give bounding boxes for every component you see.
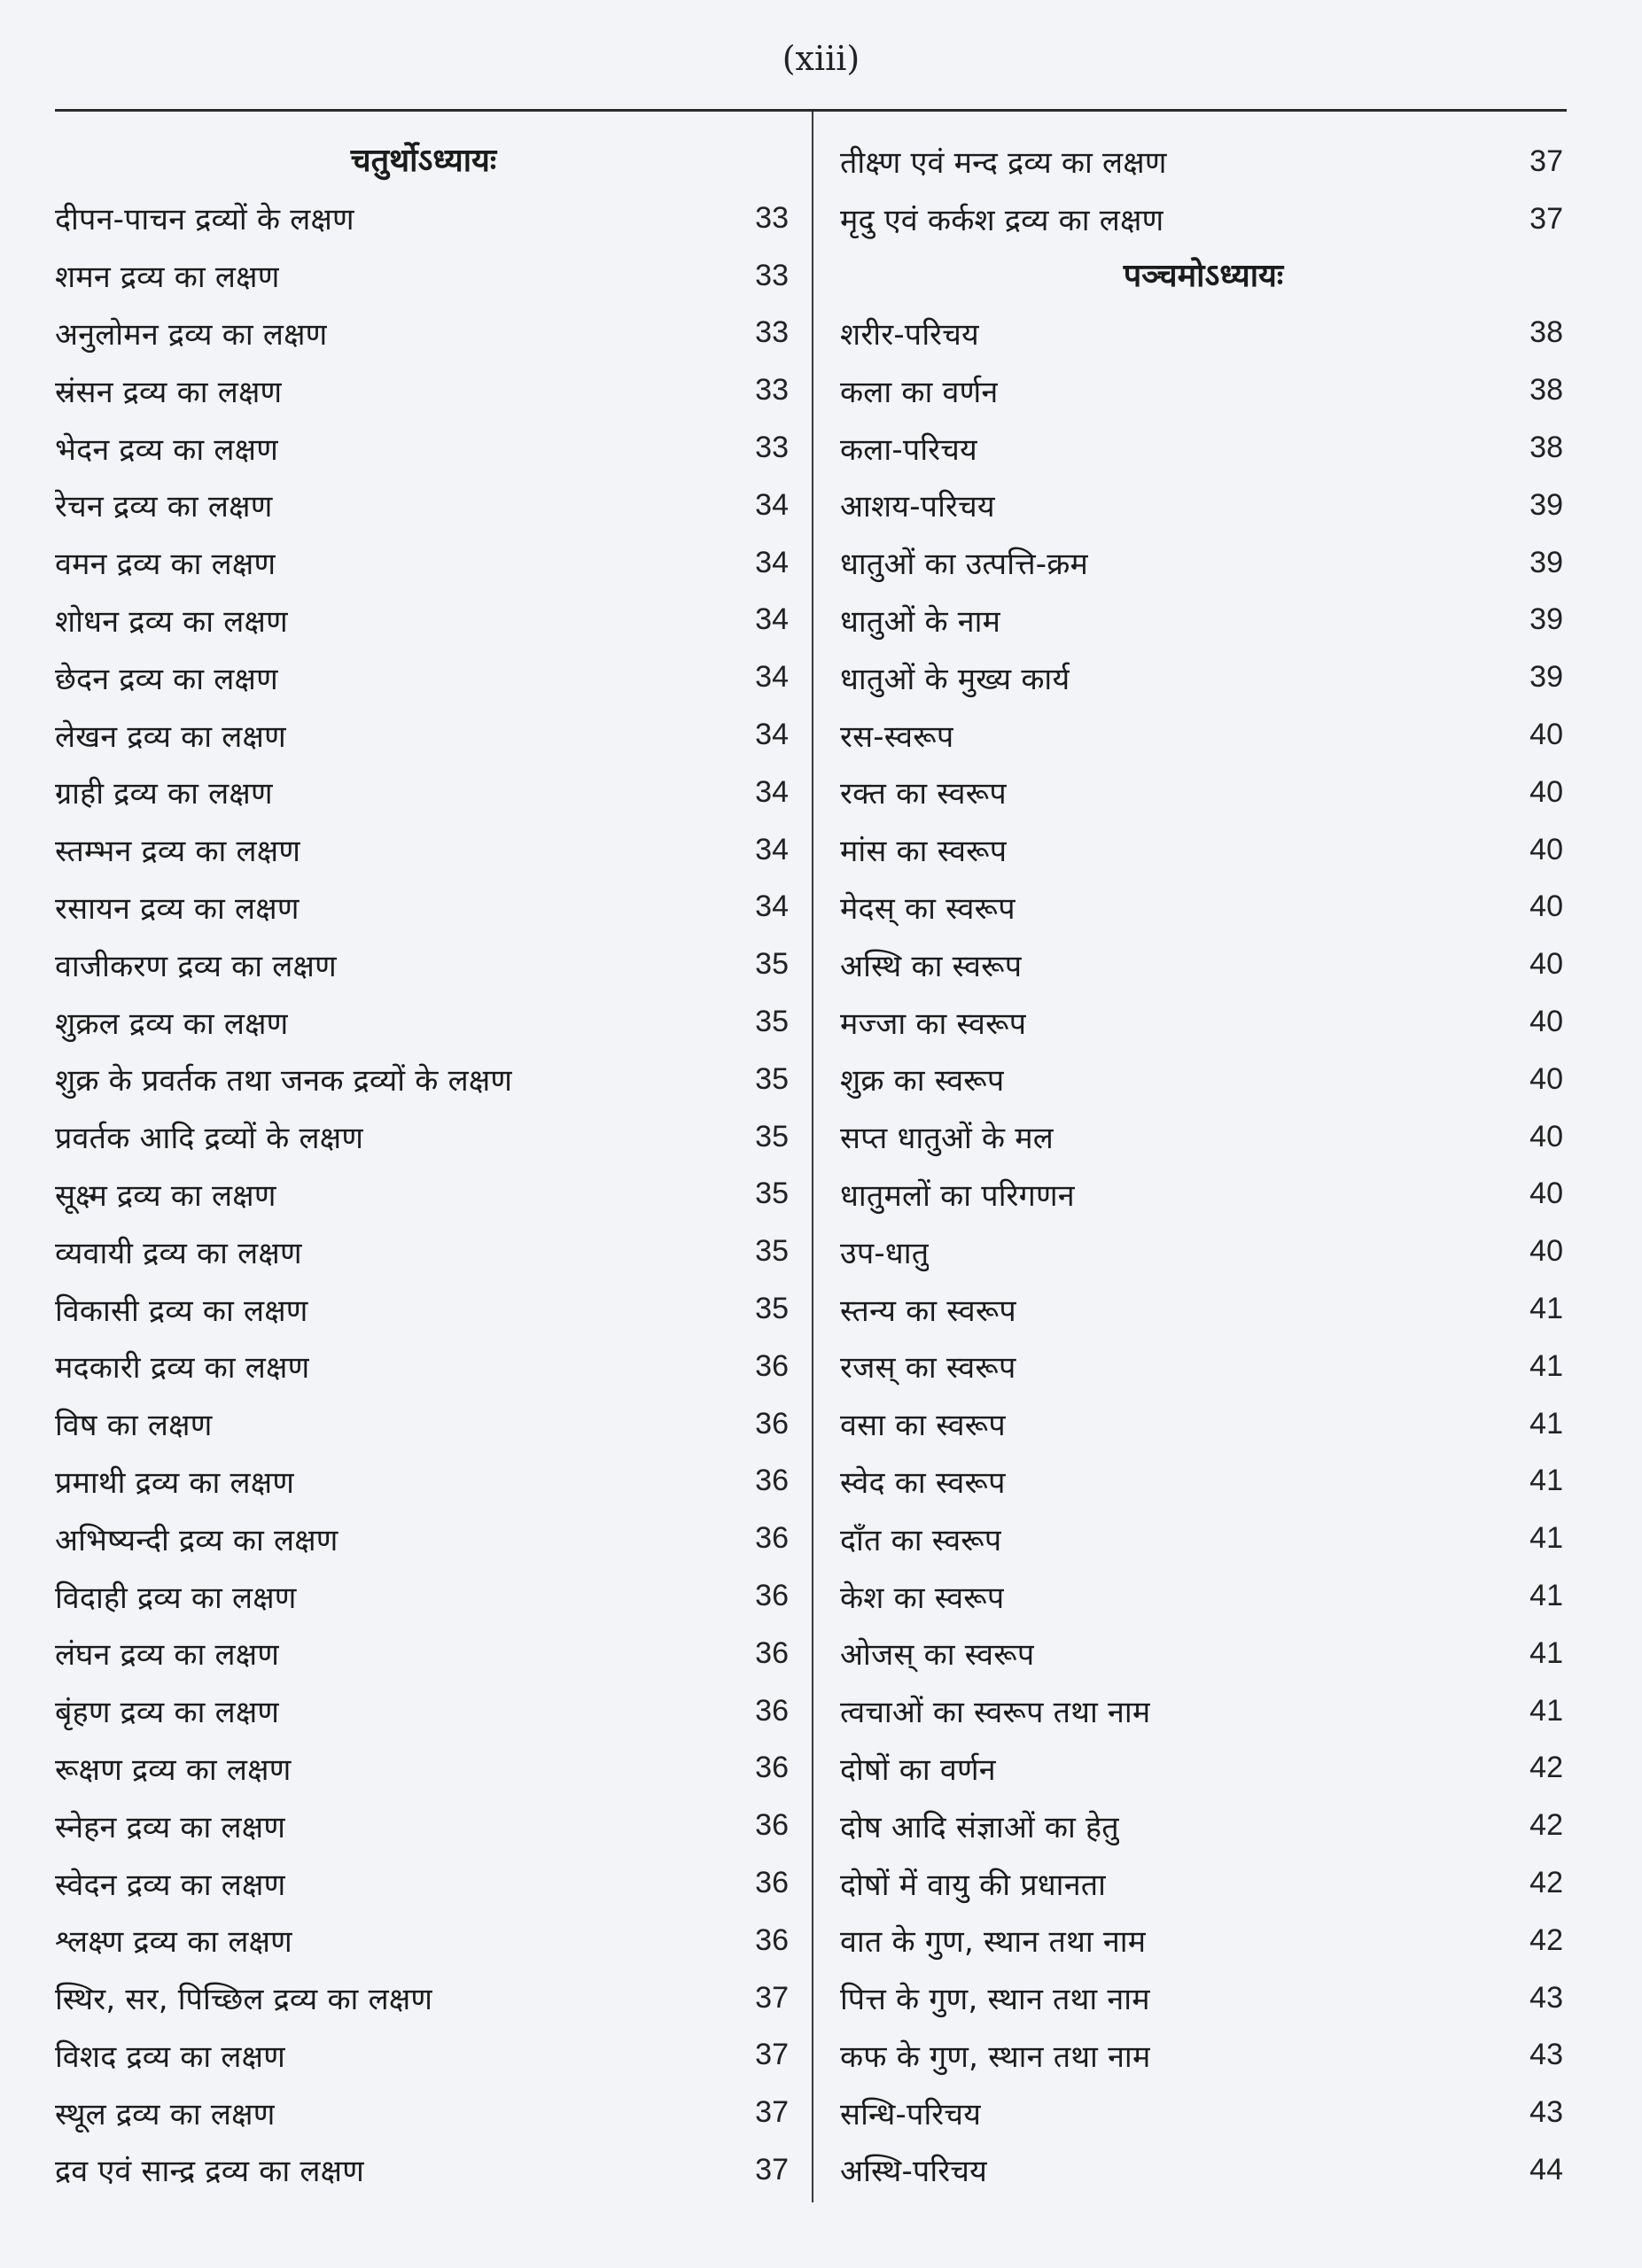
entry-title: रूक्षण द्रव्य का लक्षण [55, 1751, 292, 1788]
toc-entry [55, 1740, 792, 1798]
entry-title: कला-परिचय [840, 431, 977, 468]
entry-title: मदकारी द्रव्य का लक्षण [55, 1350, 310, 1386]
entry-title: शुक्रल द्रव्य का लक्षण [55, 1006, 289, 1042]
entry-title: रस-स्वरूप [840, 718, 954, 755]
entry-title: लेखन द्रव्य का लक्षण [55, 718, 286, 755]
entry-page-number: 34 [755, 660, 789, 695]
toc-list [840, 133, 1567, 248]
entry-page-number: 40 [1529, 947, 1563, 982]
toc-entry [55, 305, 792, 362]
toc-entry [55, 361, 792, 419]
entry-page-number: 35 [755, 1061, 789, 1096]
entry-title: रसायन द्रव्य का लक्षण [55, 890, 300, 927]
entry-title: धातुओं के नाम [840, 603, 1001, 640]
toc-entry [55, 936, 792, 993]
entry-page-number: 41 [1529, 1406, 1563, 1441]
entry-title: द्रव एवं सान्द्र द्रव्य का लक्षण [55, 2154, 364, 2190]
toc-entry [840, 2084, 1567, 2141]
entry-page-number: 41 [1529, 1348, 1563, 1383]
entry-page-number: 35 [755, 1005, 789, 1039]
entry-title: दाँत का स्वरूप [840, 1522, 1002, 1558]
entry-page-number: 36 [755, 1808, 789, 1843]
toc-entry [840, 305, 1567, 362]
entry-page-number: 40 [1529, 1177, 1563, 1211]
toc-entry [840, 1108, 1567, 1166]
entry-page-number: 36 [755, 1866, 789, 1899]
entry-page-number: 40 [1529, 718, 1563, 752]
entry-page-number: 37 [1529, 144, 1563, 178]
entry-title: शरीर-परिचय [840, 316, 979, 353]
toc-entry [840, 993, 1567, 1051]
entry-page-number: 40 [1529, 832, 1563, 866]
toc-entry [840, 592, 1567, 649]
toc-entry [55, 534, 792, 592]
entry-title: स्तन्य का स्वरूप [840, 1293, 1016, 1329]
entry-title: मृदु एवं कर्कश द्रव्य का लक्षण [840, 203, 1164, 239]
entry-page-number: 40 [1529, 1234, 1563, 1269]
toc-entry [55, 419, 792, 477]
toc-entry [840, 1051, 1567, 1108]
entry-page-number: 34 [755, 718, 789, 752]
toc-entry [55, 879, 792, 936]
entry-page-number: 39 [1529, 660, 1563, 695]
toc-entry [55, 1338, 792, 1395]
toc-list [55, 190, 792, 2199]
entry-page-number: 34 [755, 889, 789, 924]
entry-page-number: 37 [1529, 201, 1563, 236]
toc-entry [840, 879, 1567, 936]
entry-page-number: 36 [755, 1521, 789, 1556]
entry-page-number: 39 [1529, 602, 1563, 637]
entry-title: आशय-परिचय [840, 489, 995, 525]
toc-entry [840, 1912, 1567, 1969]
column-divider [812, 112, 813, 2202]
toc-entry [55, 1395, 792, 1453]
toc-entry [840, 1969, 1567, 2027]
entry-title: उप-धातु [840, 1235, 930, 1271]
entry-title: धातुमलों का परिगणन [840, 1177, 1075, 1214]
toc-entry [840, 649, 1567, 706]
entry-page-number: 36 [755, 1406, 789, 1441]
entry-page-number: 41 [1529, 1579, 1563, 1613]
entry-page-number: 33 [755, 315, 789, 350]
entry-page-number: 33 [755, 200, 789, 235]
entry-page-number: 39 [1529, 545, 1563, 579]
entry-page-number: 33 [755, 373, 789, 408]
entry-page-number: 35 [755, 1292, 789, 1326]
entry-page-number: 35 [755, 1177, 789, 1211]
toc-entry [840, 936, 1567, 993]
entry-page-number: 41 [1529, 1292, 1563, 1326]
entry-page-number: 37 [755, 1980, 789, 2015]
entry-title: प्रमाथी द्रव्य का लक्षण [55, 1464, 295, 1501]
entry-page-number: 37 [755, 2038, 789, 2072]
entry-page-number: 40 [1529, 1061, 1563, 1096]
entry-title: स्थिर, सर, पिच्छिल द्रव्य का लक्षण [55, 1982, 433, 2018]
toc-entry [55, 1682, 792, 1740]
entry-page-number: 42 [1529, 1866, 1563, 1899]
entry-title: कफ के गुण, स्थान तथा नाम [840, 2039, 1151, 2075]
toc-entry [840, 821, 1567, 879]
entry-page-number: 42 [1529, 1808, 1563, 1843]
entry-page-number: 35 [755, 947, 789, 982]
entry-page-number: 43 [1529, 1980, 1563, 2015]
toc-entry [840, 1854, 1567, 1912]
toc-entry [55, 649, 792, 706]
entry-page-number: 36 [755, 1751, 789, 1785]
toc-entry [55, 706, 792, 764]
toc-entry [55, 1280, 792, 1338]
entry-title: शुक्र के प्रवर्तक तथा जनक द्रव्यों के लक्षण [55, 1063, 513, 1099]
entry-title: स्वेद का स्वरूप [840, 1464, 1006, 1501]
entry-page-number: 40 [1529, 1005, 1563, 1039]
entry-title: स्तम्भन द्रव्य का लक्षण [55, 834, 301, 870]
entry-title: विष का लक्षण [55, 1408, 213, 1444]
entry-page-number: 43 [1529, 2095, 1563, 2130]
toc-entry [840, 2027, 1567, 2085]
toc-entry [55, 993, 792, 1051]
entry-title: अनुलोमन द्रव्य का लक्षण [55, 316, 328, 353]
toc-entry [840, 1797, 1567, 1854]
entry-title: दोषों का वर्णन [840, 1751, 996, 1788]
top-rule [55, 109, 1567, 112]
entry-page-number: 40 [1529, 1119, 1563, 1153]
entry-title: दीपन-पाचन द्रव्यों के लक्षण [55, 202, 354, 238]
entry-title: विदाही द्रव्य का लक्षण [55, 1580, 297, 1616]
chapter-heading: चतुर्थोऽध्यायः [350, 143, 497, 179]
toc-entry [55, 1166, 792, 1223]
entry-page-number: 38 [1529, 373, 1563, 408]
entry-title: सूक्ष्म द्रव्य का लक्षण [55, 1177, 276, 1214]
toc-entry [55, 1453, 792, 1511]
toc-list [840, 305, 1567, 2199]
entry-title: वसा का स्वरूप [840, 1408, 1006, 1444]
entry-title: शमन द्रव्य का लक्षण [55, 260, 280, 296]
entry-page-number: 36 [755, 1922, 789, 1957]
toc-entry [840, 1682, 1567, 1740]
entry-title: अस्थि का स्वरूप [840, 948, 1023, 984]
toc-entry [55, 1854, 792, 1912]
toc-entry [55, 1625, 792, 1682]
entry-title: केश का स्वरूप [840, 1580, 1005, 1616]
entry-title: मज्जा का स्वरूप [840, 1006, 1027, 1042]
toc-entry [840, 2141, 1567, 2199]
entry-page-number: 41 [1529, 1464, 1563, 1498]
toc-entry [840, 190, 1567, 248]
entry-page-number: 38 [1529, 431, 1563, 465]
toc-entry [55, 1912, 792, 1969]
entry-page-number: 41 [1529, 1693, 1563, 1728]
toc-entry [840, 1166, 1567, 1223]
toc-entry [55, 1969, 792, 2027]
entry-title: सप्त धातुओं के मल [840, 1121, 1054, 1157]
toc-entry [55, 190, 792, 247]
entry-title: मेदस् का स्वरूप [840, 890, 1016, 927]
toc-entry [55, 821, 792, 879]
entry-title: रेचन द्रव्य का लक्षण [55, 489, 273, 525]
entry-title: विशद द्रव्य का लक्षण [55, 2039, 286, 2075]
entry-page-number: 40 [1529, 889, 1563, 924]
entry-page-number: 36 [755, 1348, 789, 1383]
entry-page-number: 34 [755, 832, 789, 866]
entry-title: दोष आदि संज्ञाओं का हेतु [840, 1809, 1119, 1845]
entry-page-number: 40 [1529, 774, 1563, 809]
toc-entry [840, 1740, 1567, 1798]
entry-title: स्रंसन द्रव्य का लक्षण [55, 374, 283, 410]
left-column [55, 133, 792, 2199]
toc-entry [840, 1453, 1567, 1511]
toc-entry [55, 2141, 792, 2199]
entry-title: स्थूल द्रव्य का लक्षण [55, 2096, 276, 2132]
entry-page-number: 33 [755, 258, 789, 292]
entry-page-number: 36 [755, 1693, 789, 1728]
entry-page-number: 34 [755, 487, 789, 522]
entry-title: व्यवायी द्रव्य का लक्षण [55, 1235, 302, 1271]
toc-entry [55, 477, 792, 534]
toc-entry [55, 247, 792, 305]
entry-title: लंघन द्रव्य का लक्षण [55, 1637, 280, 1674]
entry-page-number: 41 [1529, 1521, 1563, 1556]
entry-title: छेदन द्रव्य का लक्षण [55, 661, 278, 697]
entry-title: तीक्ष्ण एवं मन्द द्रव्य का लक्षण [840, 145, 1167, 182]
entry-title: धातुओं का उत्पत्ति-क्रम [840, 547, 1089, 583]
toc-entry [55, 592, 792, 649]
entry-title: भेदन द्रव्य का लक्षण [55, 431, 278, 468]
toc-entry [55, 1108, 792, 1166]
entry-title: अभिष्यन्दी द्रव्य का लक्षण [55, 1522, 339, 1558]
entry-title: वाजीकरण द्रव्य का लक्षण [55, 948, 337, 984]
entry-page-number: 33 [755, 431, 789, 465]
entry-page-number: 42 [1529, 1922, 1563, 1957]
toc-entry [55, 1797, 792, 1854]
toc-entry [840, 1510, 1567, 1567]
toc-entry [840, 1625, 1567, 1682]
entry-title: अस्थि-परिचय [840, 2154, 988, 2190]
entry-title: पित्त के गुण, स्थान तथा नाम [840, 1982, 1150, 2018]
entry-page-number: 44 [1529, 2152, 1563, 2186]
entry-title: दोषों में वायु की प्रधानता [840, 1867, 1107, 1903]
entry-title: मांस का स्वरूप [840, 834, 1008, 870]
toc-entry [840, 133, 1567, 190]
toc-entry [840, 361, 1567, 419]
toc-entry [840, 1280, 1567, 1338]
entry-page-number: 36 [755, 1579, 789, 1613]
toc-entry [840, 534, 1567, 592]
entry-title: धातुओं के मुख्य कार्य [840, 661, 1070, 697]
toc-entry [55, 764, 792, 821]
entry-title: रजस् का स्वरूप [840, 1350, 1016, 1386]
entry-title: रक्त का स्वरूप [840, 776, 1007, 812]
entry-page-number: 34 [755, 774, 789, 809]
entry-page-number: 38 [1529, 315, 1563, 350]
entry-page-number: 36 [755, 1464, 789, 1498]
entry-page-number: 35 [755, 1234, 789, 1269]
toc-entry [55, 2084, 792, 2141]
entry-title: श्लक्ष्ण द्रव्य का लक्षण [55, 1924, 292, 1961]
entry-page-number: 36 [755, 1635, 789, 1670]
toc-entry [55, 1223, 792, 1280]
entry-title: सन्धि-परिचय [840, 2096, 982, 2132]
entry-page-number: 34 [755, 545, 789, 579]
toc-entry [840, 1567, 1567, 1625]
toc-entry [840, 1395, 1567, 1453]
entry-title: शुक्र का स्वरूप [840, 1063, 1005, 1099]
entry-page-number: 41 [1529, 1635, 1563, 1670]
entry-title: प्रवर्तक आदि द्रव्यों के लक्षण [55, 1121, 364, 1157]
entry-page-number: 34 [755, 602, 789, 637]
entry-title: बृंहण द्रव्य का लक्षण [55, 1695, 280, 1731]
entry-page-number: 39 [1529, 487, 1563, 522]
toc-entry [840, 1338, 1567, 1395]
toc-entry [55, 1051, 792, 1108]
toc-entry [55, 1510, 792, 1567]
entry-title: वमन द्रव्य का लक्षण [55, 547, 276, 583]
entry-title: शोधन द्रव्य का लक्षण [55, 603, 288, 640]
page-number: (xiii) [782, 39, 860, 78]
entry-page-number: 35 [755, 1119, 789, 1153]
entry-title: त्वचाओं का स्वरूप तथा नाम [840, 1695, 1151, 1731]
entry-title: स्नेहन द्रव्य का लक्षण [55, 1809, 286, 1845]
chapter-heading: पञ्चमोऽध्यायः [1123, 257, 1284, 294]
entry-title: वात के गुण, स्थान तथा नाम [840, 1924, 1147, 1961]
entry-page-number: 43 [1529, 2038, 1563, 2072]
entry-title: कला का वर्णन [840, 374, 999, 410]
toc-entry [840, 419, 1567, 477]
entry-title: विकासी द्रव्य का लक्षण [55, 1293, 308, 1329]
toc-entry [840, 1223, 1567, 1280]
toc-entry [840, 764, 1567, 821]
toc-entry [840, 477, 1567, 534]
entry-title: ओजस् का स्वरूप [840, 1637, 1035, 1674]
entry-page-number: 42 [1529, 1751, 1563, 1785]
toc-entry [55, 1567, 792, 1625]
entry-page-number: 37 [755, 2152, 789, 2186]
toc-entry [840, 706, 1567, 764]
entry-page-number: 37 [755, 2095, 789, 2130]
entry-title: ग्राही द्रव्य का लक्षण [55, 776, 273, 812]
toc-entry [55, 2027, 792, 2085]
entry-title: स्वेदन द्रव्य का लक्षण [55, 1867, 286, 1903]
right-column [840, 133, 1567, 2199]
